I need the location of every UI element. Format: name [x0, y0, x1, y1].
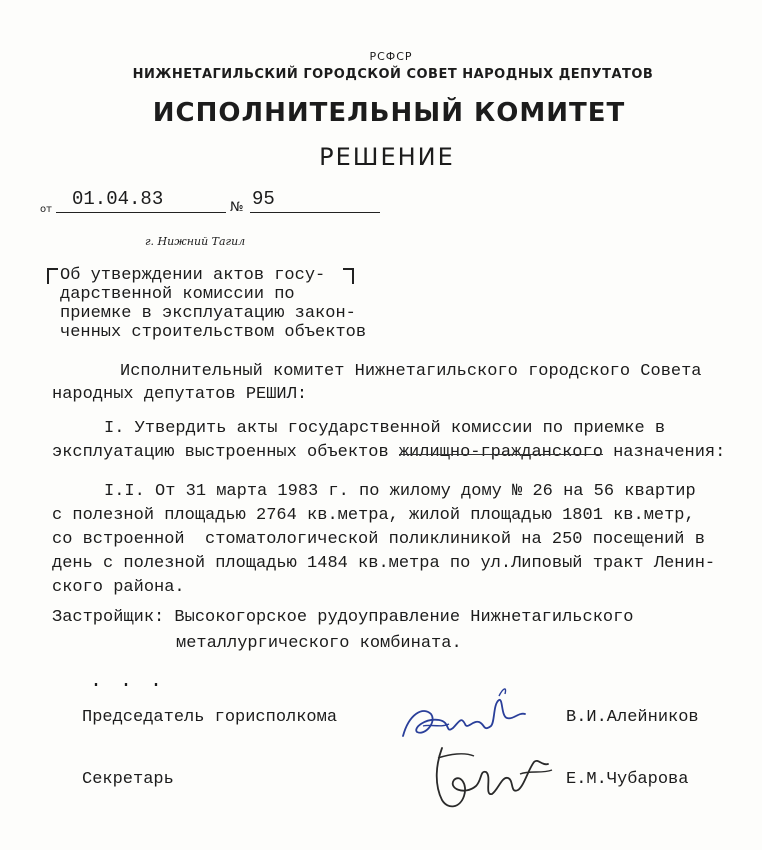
intro-line: народных депутатов РЕШИЛ:: [52, 385, 308, 404]
item-1-line: I. Утвердить акты государственной комиссии по приемке в: [104, 419, 666, 438]
item-1-1-line: с полезной площадью 2764 кв.метра, жилой площадью 1801 кв.метр,: [52, 506, 695, 525]
secretary-name: Е.М.Чубарова: [566, 770, 689, 789]
subject-line: дарственной комиссии по: [60, 285, 295, 304]
subject-line: ченных строительством объектов: [60, 323, 367, 342]
date-underline: [56, 212, 226, 213]
chair-role: Председатель горисполкома: [82, 708, 338, 727]
document-number: 95: [252, 188, 275, 210]
item-1-1-line: день с полезной площадью 1484 кв.метра по ул.Липовый тракт Ленин-: [52, 554, 716, 573]
intro-line: Исполнительный комитет Нижнетагильского городского Совета: [120, 362, 702, 381]
city-label: г. Нижний Тагил: [145, 235, 246, 248]
subject-line: приемке в эксплуатацию закон-: [60, 304, 356, 323]
item-1-1-line: ского района.: [52, 578, 185, 597]
secretary-role: Секретарь: [82, 770, 174, 789]
struck-text: жилищно-гражданского: [398, 443, 603, 462]
chair-name: В.И.Алейников: [566, 708, 699, 727]
committee-title: ИСПОЛНИТЕЛЬНЫЙ КОМИТЕТ: [152, 98, 626, 128]
item-1-line: [52, 441, 725, 465]
document-subject: [60, 266, 366, 342]
developer-line: металлургического комбината.: [176, 634, 462, 653]
item-1-text: эксплуатацию выстроенных объектов: [52, 443, 399, 462]
subject-line: Об утверждении актов госу-: [60, 266, 326, 285]
council-header: НИЖНЕТАГИЛЬСКИЙ ГОРОДСКОЙ СОВЕТ НАРОДНЫХ ДЕПУТАТОВ: [132, 67, 654, 82]
document-requisites: [40, 188, 400, 218]
secretary-signature: [420, 740, 560, 820]
item-1-1-line: со встроенной стоматологической поликлиникой на 250 посещений в: [52, 530, 705, 549]
republic-header: РСФСР: [369, 50, 413, 63]
number-underline: [250, 212, 380, 213]
item-1-text: назначения:: [602, 443, 726, 462]
item-1-1-line: I.I. От 31 марта 1983 г. по жилому дому № 26 на 56 квартир: [104, 482, 696, 501]
number-label: №: [230, 200, 244, 215]
subject-bracket-left: [47, 268, 58, 284]
document-type-title: РЕШЕНИЕ: [319, 143, 455, 171]
document-date: 01.04.83: [72, 188, 164, 210]
ellipsis-mark: ...: [90, 670, 181, 693]
developer-line: Застройщик: Высокогорское рудоуправление Нижнетагильского: [52, 608, 634, 627]
date-label: от: [40, 204, 52, 215]
